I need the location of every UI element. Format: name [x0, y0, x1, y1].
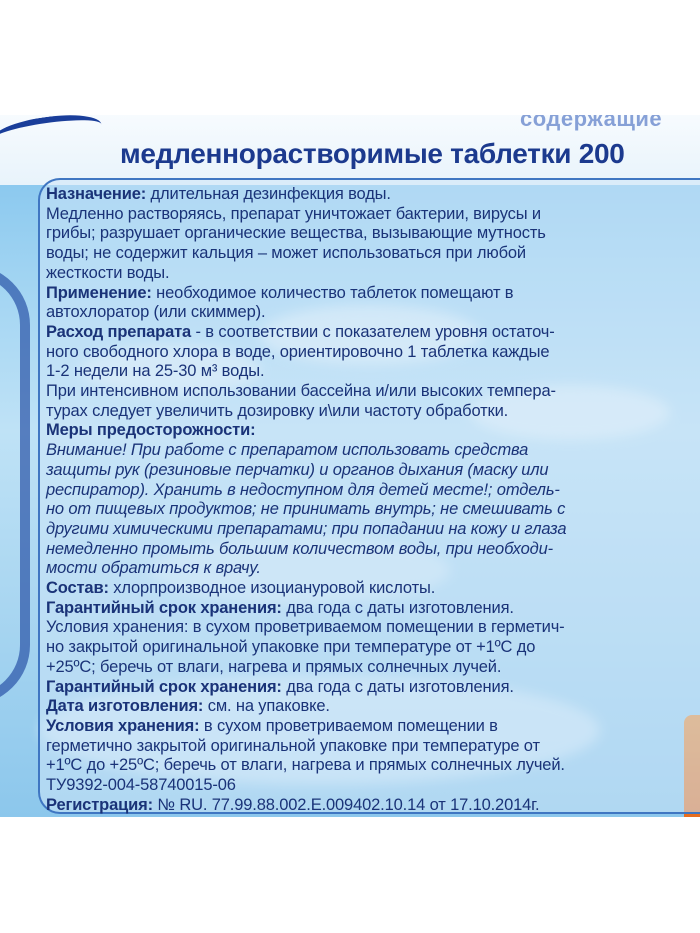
text-line — [46, 205, 696, 225]
text-line — [46, 638, 696, 658]
text-line — [46, 599, 696, 619]
text-line — [46, 717, 696, 737]
text-line — [46, 264, 696, 284]
warning-text: мости обратиться к врачу. — [46, 559, 261, 578]
body-text: воды; не содержит кальция – может использоваться при любой — [46, 244, 526, 263]
body-text: ТУ9392-004-58740015-06 — [46, 776, 236, 795]
section-heading: Состав: — [46, 579, 109, 598]
text-line — [46, 756, 696, 776]
text-line — [46, 382, 696, 402]
section-heading: Меры предосторожности: — [46, 421, 256, 440]
text-line — [46, 323, 696, 343]
body-text: турах следует увеличить дозировку и\или частоту обработки. — [46, 401, 509, 420]
text-line — [46, 737, 696, 757]
text-line — [46, 520, 696, 540]
section-heading: Назначение: — [46, 185, 147, 203]
body-text: длительная дезинфекция воды. — [146, 185, 391, 203]
text-line — [46, 697, 696, 717]
text-line — [46, 776, 696, 796]
text-line — [46, 678, 696, 698]
body-text: 1-2 недели на 25-30 м³ воды. — [46, 362, 265, 381]
text-line — [46, 362, 696, 382]
cropped-heading: содержащие — [520, 115, 663, 131]
text-line — [46, 500, 696, 520]
section-heading: Расход препарата — [46, 322, 192, 341]
warning-text: немедленно промыть большим количеством воды, при необходи- — [46, 539, 553, 558]
body-text: герметично закрытой оригинальной упаковке при температуре от — [46, 736, 540, 755]
section-heading: Регистрация: — [46, 795, 153, 814]
body-text: грибы; разрушает органические вещества, вызывающие мутность — [46, 224, 546, 243]
text-line — [46, 461, 696, 481]
product-subtitle: медленнорастворимые таблетки 200 — [120, 138, 625, 169]
warning-text: респиратор). Хранить в недоступном для детей месте!; отдель- — [46, 480, 560, 499]
product-label-photo — [0, 115, 700, 817]
label-header-strip — [0, 115, 700, 185]
body-text: в сухом проветриваемом помещении в — [199, 716, 498, 735]
body-text: хлорпроизводное изоциануровой кислоты. — [108, 579, 436, 598]
body-text: +1ºС до +25ºС; беречь от влаги, нагрева и прямых солнечных лучей. — [46, 756, 565, 775]
text-line — [46, 244, 696, 264]
body-text: два года с даты изготовления. — [281, 677, 514, 696]
warning-text: защиты рук (резиновые перчатки) и органов дыхания (маску или — [46, 460, 549, 479]
warning-text: Внимание! При работе с препаратом использовать средства — [46, 441, 529, 460]
text-line — [46, 796, 696, 816]
body-text: см. на упаковке. — [203, 697, 330, 716]
body-text: необходимое количество таблеток помещают в — [151, 283, 514, 302]
body-text: +25ºС; беречь от влаги, нагрева и прямых солнечных лучей. — [46, 657, 502, 676]
text-line — [46, 421, 696, 441]
body-text: При интенсивном использовании бассейна и/или высоких темпера- — [46, 382, 556, 401]
section-heading: Гарантийный срок хранения: — [46, 598, 282, 617]
text-line — [46, 559, 696, 579]
body-text: жесткости воды. — [46, 263, 170, 282]
section-heading: Применение: — [46, 283, 152, 302]
text-line — [46, 540, 696, 560]
body-text: ного свободного хлора в воде, ориентировочно 1 таблетка каждые — [46, 342, 550, 361]
text-line — [46, 441, 696, 461]
text-line — [46, 402, 696, 422]
warning-text: другими химическими препаратами; при попадании на кожу и глаза — [46, 519, 567, 538]
text-line — [46, 284, 696, 304]
text-line — [46, 579, 696, 599]
body-text: автохлоратор (или скиммер). — [46, 303, 266, 322]
text-line — [46, 481, 696, 501]
text-line — [46, 303, 696, 323]
body-text: два года с даты изготовления. — [281, 598, 514, 617]
text-line — [46, 224, 696, 244]
section-heading: Гарантийный срок хранения: — [46, 677, 282, 696]
warning-text: но от пищевых продуктов; не принимать внутрь; не смешивать с — [46, 500, 566, 519]
body-text: но закрытой оригинальной упаковке при температуре от +1ºС до — [46, 638, 536, 657]
logo-arc — [0, 115, 104, 155]
text-line — [46, 185, 696, 205]
text-line — [46, 618, 696, 638]
instructions-text — [46, 185, 696, 816]
body-text: Условия хранения: в сухом проветриваемом помещении в герметич- — [46, 618, 565, 637]
body-text: № RU. 77.99.88.002.Е.009402.10.14 от 17.10.2014г. — [152, 795, 540, 814]
text-line — [46, 343, 696, 363]
section-heading: Условия хранения: — [46, 716, 200, 735]
body-text: - в соответствии с показателем уровня остаточ- — [191, 322, 555, 341]
logo-ring-fragment — [0, 265, 30, 705]
text-line — [46, 658, 696, 678]
body-text: Медленно растворяясь, препарат уничтожает бактерии, вирусы и — [46, 204, 541, 223]
section-heading: Дата изготовления: — [46, 697, 204, 716]
